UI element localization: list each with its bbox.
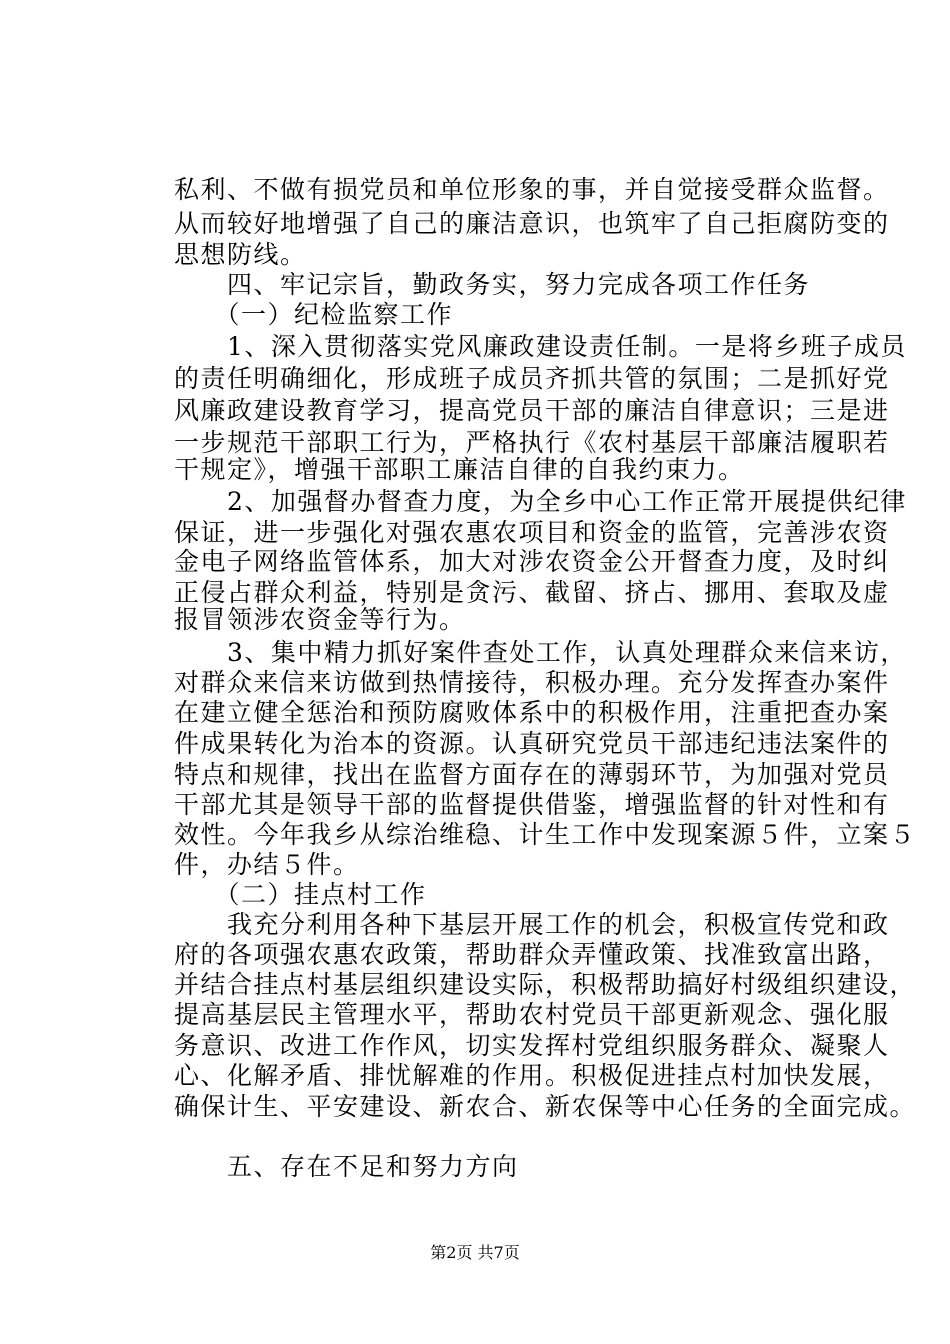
body-line: 的责任明确细化，形成班子成员齐抓共管的氛围；二是抓好党 xyxy=(174,364,890,393)
body-line: 效性。今年我乡从综治维稳、计生工作中发现案源５件，立案５ xyxy=(174,820,917,849)
body-line: 提高基层民主管理水平，帮助农村党员干部更新观念、强化服 xyxy=(174,1000,890,1029)
body-line: 金电子网络监管体系，加大对涉农资金公开督查力度，及时纠 xyxy=(174,547,890,576)
body-line: 1、深入贯彻落实党风廉政建设责任制。一是将乡班子成员 xyxy=(174,332,907,361)
subsection-heading: （一）纪检监察工作 xyxy=(174,300,454,329)
body-line: 确保计生、平安建设、新农合、新农保等中心任务的全面完成。 xyxy=(174,1092,917,1121)
body-line: 心、化解矛盾、排忧解难的作用。积极促进挂点村加快发展， xyxy=(174,1061,890,1090)
section-heading: 四、牢记宗旨，勤政务实，努力完成各项工作任务 xyxy=(174,270,811,299)
body-line: 件成果转化为治本的资源。认真研究党员干部违纪违法案件的 xyxy=(174,729,890,758)
body-line: 风廉政建设教育学习，提高党员干部的廉洁自律意识；三是进 xyxy=(174,396,890,425)
body-line: 对群众来信来访做到热情接待，积极办理。充分发挥查办案件 xyxy=(174,668,890,697)
body-line: 正侵占群众利益，特别是贪污、截留、挤占、挪用、套取及虚 xyxy=(174,578,890,607)
body-line: 并结合挂点村基层组织建设实际，积极帮助搞好村级组织建设， xyxy=(174,970,917,999)
body-line: 一步规范干部职工行为，严格执行《农村基层干部廉洁履职若 xyxy=(174,428,890,457)
body-line: 私利、不做有损党员和单位形象的事，并自觉接受群众监督。 xyxy=(174,175,890,204)
body-line: 件，办结５件。 xyxy=(174,850,360,879)
body-line: 3、集中精力抓好案件查处工作，认真处理群众来信来访， xyxy=(174,638,907,667)
body-line: 保证，进一步强化对强农惠农项目和资金的监管，完善涉农资 xyxy=(174,518,890,547)
subsection-heading: （二）挂点村工作 xyxy=(174,880,427,909)
page-number-footer: 第2页 共7页 xyxy=(430,1243,520,1262)
body-line: 特点和规律，找出在监督方面存在的薄弱环节，为加强对党员 xyxy=(174,760,890,789)
body-line: 干部尤其是领导干部的监督提供借鉴，增强监督的针对性和有 xyxy=(174,790,890,819)
body-line: 干规定》，增强干部职工廉洁自律的自我约束力。 xyxy=(174,455,745,484)
body-line: 思想防线。 xyxy=(174,240,307,269)
body-line: 我充分利用各种下基层开展工作的机会，积极宣传党和政 xyxy=(174,910,890,939)
body-line: 2、加强督办督查力度，为全乡中心工作正常开展提供纪律 xyxy=(174,487,907,516)
body-line: 从而较好地增强了自己的廉洁意识，也筑牢了自己拒腐防变的 xyxy=(174,209,890,238)
body-line: 在建立健全惩治和预防腐败体系中的积极作用，注重把查办案 xyxy=(174,698,890,727)
body-line: 务意识、改进工作作风，切实发挥村党组织服务群众、凝聚人 xyxy=(174,1031,890,1060)
body-line: 报冒领涉农资金等行为。 xyxy=(174,605,466,634)
section-heading: 五、存在不足和努力方向 xyxy=(174,1152,519,1181)
body-line: 府的各项强农惠农政策，帮助群众弄懂政策、找准致富出路， xyxy=(174,940,890,969)
